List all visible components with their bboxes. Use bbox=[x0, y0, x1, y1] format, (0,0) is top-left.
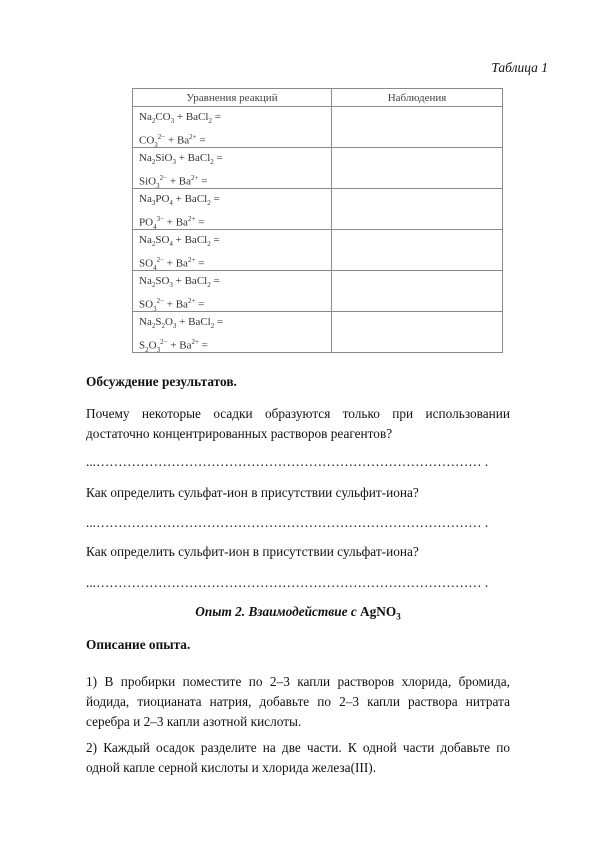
ionic-equation bbox=[133, 168, 331, 188]
formula-text: PO bbox=[139, 216, 154, 229]
table-row bbox=[133, 148, 503, 189]
superscript: 2− bbox=[160, 338, 168, 346]
formula-text: = bbox=[195, 257, 205, 270]
header-equations: Уравнения реакций bbox=[133, 89, 332, 107]
step-1: 1) В пробирки поместите по 2–3 капли растворов хлорида, бромида, йодида, тиоцианата натрия, добавьте по 2–3 капли раствора нитрата серебра и 2–3 капли азотной кислоты. bbox=[86, 674, 510, 729]
table-row bbox=[133, 312, 503, 353]
formula-text: SO bbox=[139, 298, 154, 311]
formula-text: = bbox=[210, 234, 220, 246]
subscript: 2 bbox=[207, 199, 211, 208]
subscript: 2 bbox=[151, 281, 156, 290]
formula-text: = bbox=[213, 152, 223, 164]
question-2: Как определить сульфат-ион в присутствии сульфит-иона? bbox=[86, 485, 419, 500]
formula-text: + Ba bbox=[164, 216, 188, 229]
formula-text: Na bbox=[139, 234, 152, 246]
subscript: 2 bbox=[210, 158, 214, 167]
formula-text: CO bbox=[139, 134, 155, 147]
subscript: 3 bbox=[156, 345, 161, 354]
formula-text: SO bbox=[139, 257, 154, 270]
ionic-equation bbox=[133, 291, 331, 311]
formula-text: SO bbox=[155, 275, 170, 287]
question-3: Как определить сульфит-ион в присутствии сульфат-иона? bbox=[86, 544, 419, 559]
formula-text: PO bbox=[155, 193, 170, 205]
table-row bbox=[133, 271, 503, 312]
experiment-title-text: Опыт 2. Взаимодействие с bbox=[195, 604, 361, 619]
subscript: 2 bbox=[210, 322, 215, 331]
formula-text: SO bbox=[155, 234, 170, 246]
subscript: 2 bbox=[151, 158, 156, 167]
superscript: 2− bbox=[156, 297, 165, 305]
superscript: 2+ bbox=[187, 256, 196, 264]
formula-text: S bbox=[155, 316, 162, 328]
answer-line-2: ...…………………………………………………………………………… . bbox=[86, 515, 489, 530]
superscript: 2+ bbox=[189, 133, 197, 141]
table-row bbox=[133, 107, 503, 148]
subscript: 2 bbox=[207, 281, 211, 290]
observation-cell bbox=[332, 271, 503, 312]
molecular-equation bbox=[133, 189, 331, 209]
superscript: 2+ bbox=[191, 174, 199, 182]
reactions-table bbox=[132, 88, 503, 353]
step-2: 2) Каждый осадок разделите на две части. К одной части добавьте по одной капле серной кислоты и хлорида железа(III). bbox=[86, 740, 510, 775]
ionic-equation bbox=[133, 209, 331, 229]
subscript: 3 bbox=[172, 322, 177, 331]
subscript: 3 bbox=[153, 304, 157, 313]
subscript: 2 bbox=[207, 240, 211, 249]
superscript: 2+ bbox=[187, 297, 196, 305]
subscript: 3 bbox=[172, 158, 176, 167]
formula-text: = bbox=[198, 339, 208, 352]
formula-text: Na bbox=[139, 111, 152, 123]
subscript: 3 bbox=[154, 140, 158, 149]
formula-text: CO bbox=[155, 111, 171, 123]
formula-text: O bbox=[164, 316, 173, 328]
superscript: 3− bbox=[156, 215, 165, 223]
subscript: 4 bbox=[153, 222, 157, 231]
formula-text: + Ba bbox=[164, 298, 188, 311]
formula-text: Na bbox=[139, 193, 152, 205]
molecular-equation bbox=[133, 148, 331, 168]
subscript: 4 bbox=[169, 240, 173, 249]
subscript: 3 bbox=[170, 117, 175, 126]
formula-text: + Ba bbox=[167, 339, 192, 352]
equation-cell bbox=[133, 312, 332, 353]
observation-cell bbox=[332, 148, 503, 189]
formula-text: + BaCl bbox=[172, 193, 208, 205]
formula-text: = bbox=[195, 298, 205, 311]
header-observations: Наблюдения bbox=[332, 89, 503, 107]
observation-cell bbox=[332, 107, 503, 148]
subscript: 2 bbox=[145, 345, 149, 354]
formula-text: = bbox=[195, 216, 205, 229]
formula-text: SiO bbox=[155, 152, 173, 164]
molecular-equation bbox=[133, 230, 331, 250]
observation-cell bbox=[332, 230, 503, 271]
table-row bbox=[133, 189, 503, 230]
formula-text: O bbox=[148, 339, 157, 352]
formula-text: + BaCl bbox=[172, 234, 208, 246]
subscript: 3 bbox=[156, 181, 160, 190]
formula-text: SiO bbox=[139, 175, 157, 188]
table-row bbox=[133, 230, 503, 271]
equation-cell bbox=[133, 107, 332, 148]
subscript: 2 bbox=[151, 117, 156, 126]
formula-text: S bbox=[139, 339, 146, 352]
ionic-equation bbox=[133, 332, 331, 352]
subscript: 4 bbox=[169, 199, 173, 208]
equation-cell bbox=[133, 271, 332, 312]
formula-text: = bbox=[214, 316, 224, 328]
formula-text: + BaCl bbox=[172, 275, 208, 287]
superscript: 2+ bbox=[187, 215, 196, 223]
subscript: 2 bbox=[151, 240, 156, 249]
observation-cell bbox=[332, 189, 503, 230]
superscript: 2− bbox=[157, 133, 166, 141]
formula-text: Na bbox=[139, 316, 152, 328]
molecular-equation bbox=[133, 271, 331, 291]
formula-text: + BaCl bbox=[175, 152, 211, 164]
formula-text: = bbox=[198, 175, 208, 188]
equation-cell bbox=[133, 148, 332, 189]
formula-text: = bbox=[210, 275, 220, 287]
observation-cell bbox=[332, 312, 503, 353]
subscript: 2 bbox=[208, 117, 212, 126]
formula-text: = bbox=[211, 111, 221, 123]
experiment-title-formula: AgNO$_3$ bbox=[360, 604, 401, 622]
answer-line-1: ...…………………………………………………………………………… . bbox=[86, 454, 489, 469]
equation-cell bbox=[133, 230, 332, 271]
molecular-equation bbox=[133, 107, 331, 127]
formula-text: = bbox=[210, 193, 220, 205]
discussion-heading: Обсуждение результатов. bbox=[86, 374, 237, 389]
experiment-title bbox=[86, 602, 510, 627]
superscript: 2− bbox=[159, 174, 168, 182]
formula-text: + Ba bbox=[167, 175, 192, 188]
subscript: 2 bbox=[161, 322, 165, 331]
superscript: 2+ bbox=[191, 338, 199, 346]
ionic-equation bbox=[133, 127, 331, 147]
subscript: 2 bbox=[151, 322, 156, 331]
superscript: 2− bbox=[156, 256, 165, 264]
description-heading: Описание опыта. bbox=[86, 637, 191, 652]
subscript: 3 bbox=[169, 281, 173, 290]
question-1: Почему некоторые осадки образуются только при использовании достаточно концентрированных растворов реагентов? bbox=[86, 406, 510, 441]
ionic-equation bbox=[133, 250, 331, 270]
formula-text: Na bbox=[139, 275, 152, 287]
molecular-equation bbox=[133, 312, 331, 332]
formula-text: + BaCl bbox=[176, 316, 211, 328]
answer-line-3: ...…………………………………………………………………………… . bbox=[86, 575, 489, 590]
formula-text: Na bbox=[139, 152, 152, 164]
formula-text: + BaCl bbox=[174, 111, 209, 123]
formula-text: + Ba bbox=[165, 134, 190, 147]
subscript: 4 bbox=[153, 263, 157, 272]
table-caption: Таблица 1 bbox=[491, 60, 548, 75]
subscript: 3 bbox=[151, 199, 156, 208]
formula-text: + Ba bbox=[164, 257, 188, 270]
equation-cell bbox=[133, 189, 332, 230]
formula-text: = bbox=[196, 134, 206, 147]
